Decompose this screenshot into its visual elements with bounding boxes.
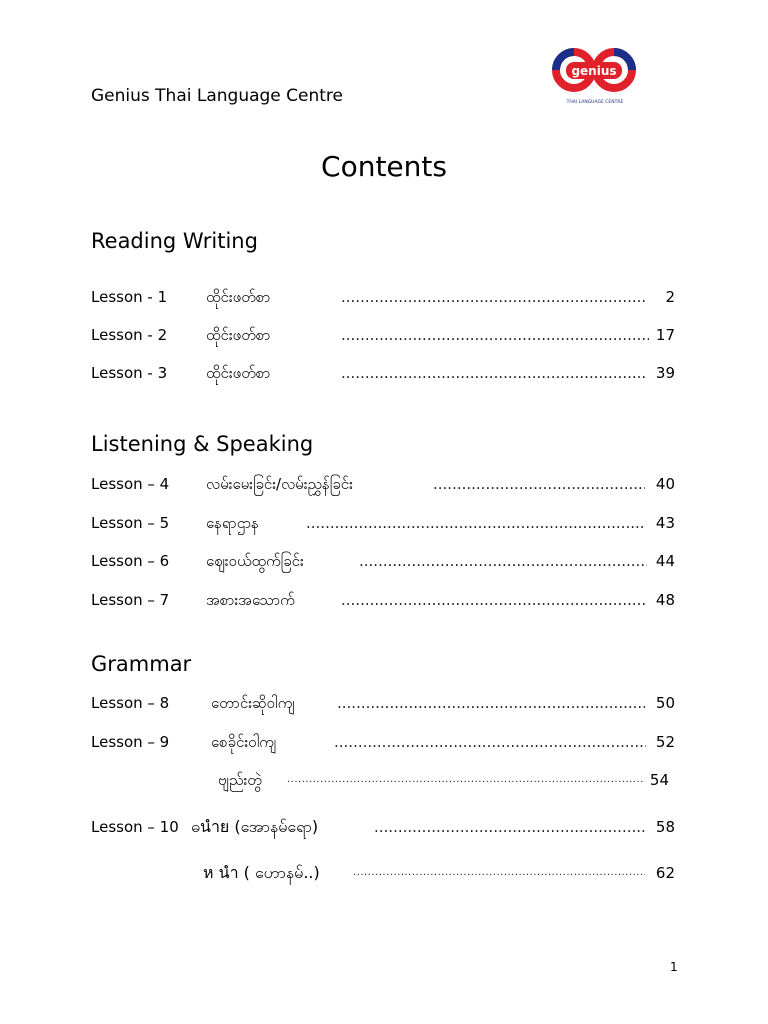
toc-entry[interactable] xyxy=(91,588,675,612)
dot-leader xyxy=(287,768,645,792)
svg-text:genius: genius xyxy=(571,64,617,78)
lesson-topic: ဈေးဝယ်ထွက်ခြင်း xyxy=(206,552,304,570)
page-number: 40 xyxy=(655,475,675,493)
dot-leader xyxy=(341,588,646,612)
toc-entry[interactable] xyxy=(91,472,675,496)
lesson-label: Lesson – 4 xyxy=(91,475,170,493)
page-number: 39 xyxy=(655,364,675,382)
toc-entry[interactable] xyxy=(91,814,675,840)
toc-entry[interactable] xyxy=(91,285,675,309)
toc-entry[interactable] xyxy=(91,860,675,886)
toc-entry[interactable] xyxy=(91,549,675,573)
lesson-label: Lesson – 9 xyxy=(91,733,170,751)
page-number: 50 xyxy=(655,694,675,712)
dot-leader xyxy=(359,549,647,573)
page-title: Contents xyxy=(321,150,447,183)
lesson-topic: နေရာဌာန xyxy=(206,514,259,532)
lesson-label: Lesson - 3 xyxy=(91,364,168,382)
lesson-topic: တောင်းဆိုဝါကျ xyxy=(211,694,295,712)
dot-leader xyxy=(341,285,646,309)
dot-leader xyxy=(353,860,645,884)
toc-entry[interactable] xyxy=(91,768,675,792)
lesson-label: Lesson – 7 xyxy=(91,591,170,609)
toc-entry[interactable] xyxy=(91,361,675,385)
lesson-topic: အစားအသောက် xyxy=(206,591,295,609)
dot-leader xyxy=(306,511,646,535)
dot-leader xyxy=(341,323,649,347)
lesson-topic: လမ်းမေးခြင်း/လမ်းညွှန်ခြင်း xyxy=(206,475,353,493)
page-number: 17 xyxy=(655,326,675,344)
genius-logo xyxy=(552,42,638,108)
toc-entry[interactable] xyxy=(91,511,675,535)
svg-text:THAI LANGUAGE CENTRE: THAI LANGUAGE CENTRE xyxy=(566,100,624,105)
dot-leader xyxy=(433,472,645,496)
lesson-topic: ဗျည်းတွဲ xyxy=(218,771,262,789)
lesson-label: Lesson – 6 xyxy=(91,552,170,570)
toc-entry[interactable] xyxy=(91,323,675,347)
lesson-label: Lesson – 8 xyxy=(91,694,170,712)
toc-entry[interactable] xyxy=(91,730,675,754)
lesson-topic: ထိုင်းဖတ်စာ xyxy=(206,326,271,344)
page-number: 52 xyxy=(655,733,675,751)
lesson-label: Lesson - 1 xyxy=(91,288,168,306)
lesson-label: Lesson – 5 xyxy=(91,514,170,532)
organization-name: Genius Thai Language Centre xyxy=(91,86,344,106)
page-number: 58 xyxy=(655,818,675,836)
lesson-label: Lesson - 2 xyxy=(91,326,168,344)
lesson-topic: ထိုင်းဖတ်စာ xyxy=(206,364,271,382)
section-heading-listening-speaking: Listening & Speaking xyxy=(91,432,314,456)
footer-page-number: 1 xyxy=(670,960,678,974)
lesson-topic: ห นำ ( ဟောနမ်..) xyxy=(203,863,320,882)
dot-leader xyxy=(374,814,646,838)
dot-leader xyxy=(337,691,645,715)
section-heading-grammar: Grammar xyxy=(91,652,192,676)
toc-entry[interactable] xyxy=(91,691,675,715)
page-number: 54 xyxy=(649,771,669,789)
lesson-topic: ထိုင်းဖတ်စာ xyxy=(206,288,271,306)
lesson-label: Lesson – 10 xyxy=(91,818,179,836)
page-number: 43 xyxy=(655,514,675,532)
dot-leader xyxy=(334,730,646,754)
lesson-topic: ဓนำย (အောနမ်ရော) xyxy=(191,817,319,836)
genius-logo-icon xyxy=(552,42,638,108)
dot-leader xyxy=(341,361,646,385)
page-number: 44 xyxy=(655,552,675,570)
lesson-topic: စေခိုင်းဝါကျ xyxy=(211,733,277,751)
section-heading-reading-writing: Reading Writing xyxy=(91,229,258,253)
page-number: 2 xyxy=(665,288,675,306)
page-number: 48 xyxy=(655,591,675,609)
page-number: 62 xyxy=(655,864,675,882)
